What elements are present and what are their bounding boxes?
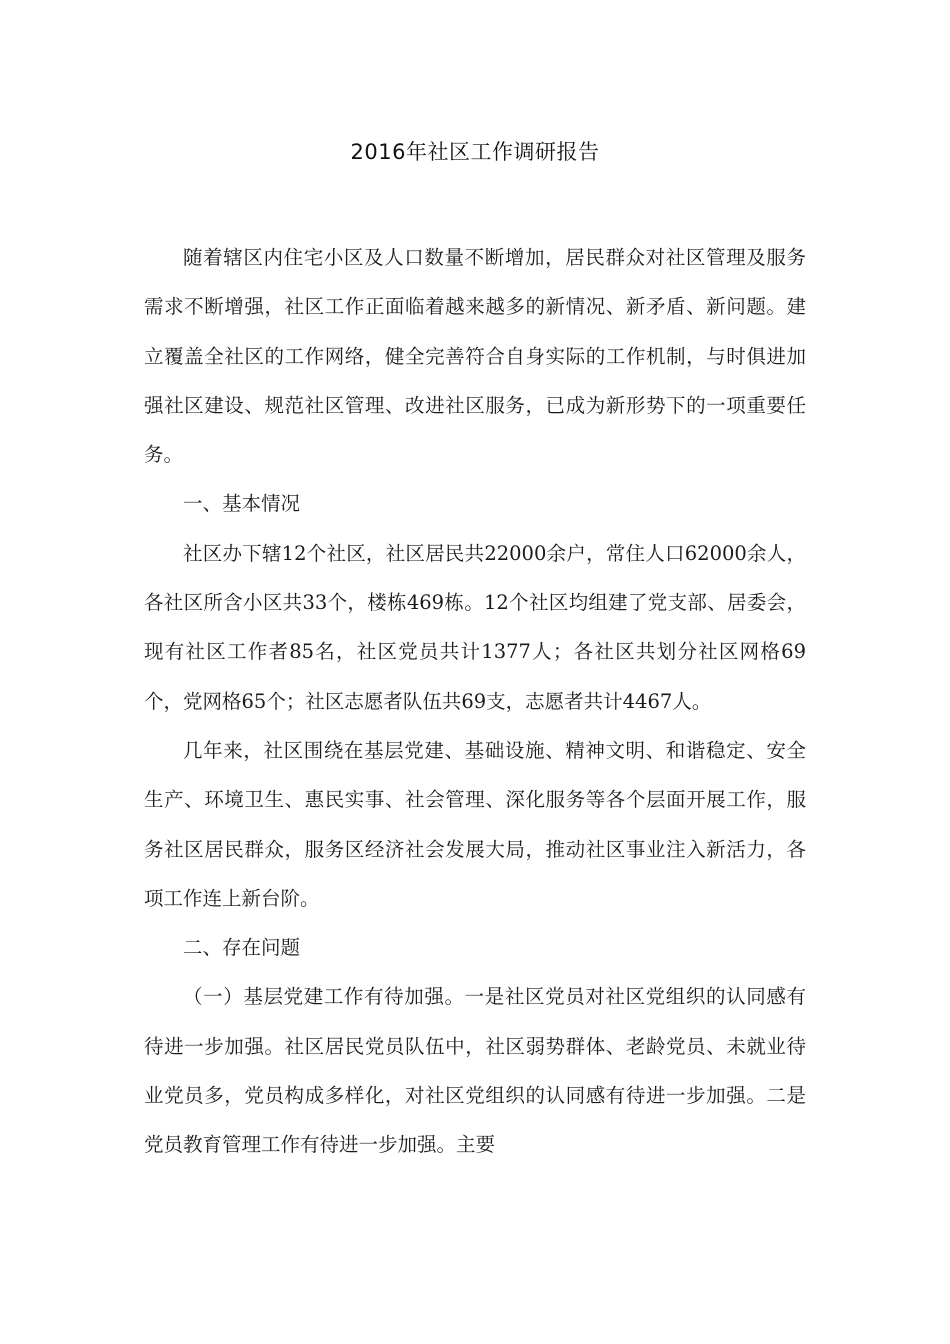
section-heading-basic-situation: 一、基本情况 bbox=[183, 492, 301, 516]
problem-one-paragraph: （一）基层党建工作有待加强。一是社区党员对社区党组织的认同感有待进一步加强。社区居民党员队伍中，社区弱势群体、老龄党员、未就业待业党员多，党员构成多样化，对社区党组织的认同感有待进一步加强。二是党员教育管理工作有待进一步加强。主要 bbox=[144, 985, 806, 1157]
document-title: 2016年社区工作调研报告 bbox=[350, 140, 600, 164]
basic-situation-paragraph: 社区办下辖12个社区，社区居民共22000余户，常住人口62000余人，各社区所含小区共33个，楼栋469栋。12个社区均组建了党支部、居委会，现有社区工作者85名，社区党员共计1377人；各社区共划分社区网格69个，党网格65个；社区志愿者队伍共69支，志愿者共计4467人。 bbox=[144, 541, 806, 713]
section-heading-problems: 二、存在问题 bbox=[183, 936, 301, 960]
document-body bbox=[144, 233, 806, 1170]
work-overview-paragraph: 几年来，社区围绕在基层党建、基础设施、精神文明、和谐稳定、安全生产、环境卫生、惠民实事、社会管理、深化服务等各个层面开展工作，服务社区居民群众，服务区经济社会发展大局，推动社区事业注入新活力，各项工作连上新台阶。 bbox=[144, 738, 806, 910]
intro-paragraph: 随着辖区内住宅小区及人口数量不断增加，居民群众对社区管理及服务需求不断增强，社区工作正面临着越来越多的新情况、新矛盾、新问题。建立覆盖全社区的工作网络，健全完善符合自身实际的工作机制，与时俱进加强社区建设、规范社区管理、改进社区服务，已成为新形势下的一项重要任务。 bbox=[144, 246, 806, 467]
